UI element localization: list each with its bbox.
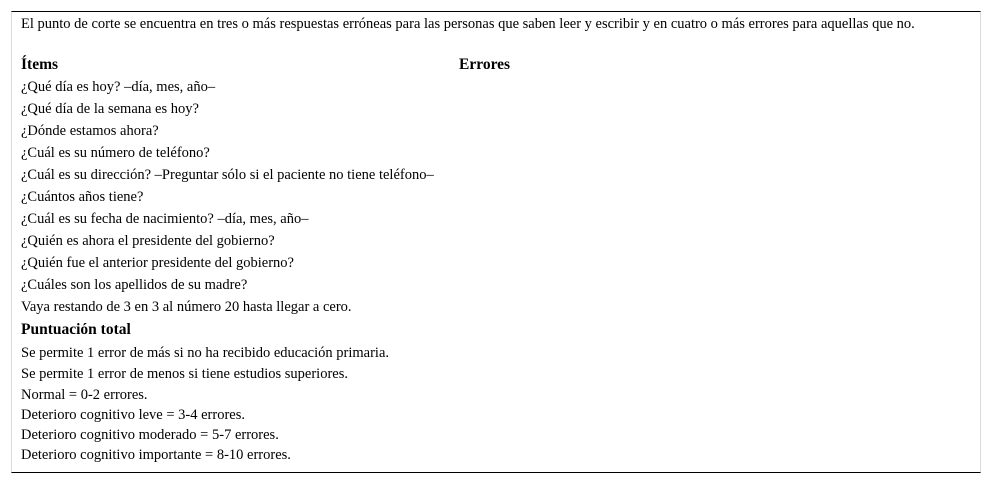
item-row: ¿Cuántos años tiene?: [21, 189, 144, 205]
note-row: Normal = 0-2 errores.: [21, 387, 148, 403]
item-row: ¿Cuáles son los apellidos de su madre?: [21, 277, 248, 293]
item-row: ¿Quién fue el anterior presidente del gobierno?: [21, 255, 294, 271]
items-column-header: Ítems: [21, 56, 59, 73]
table-header: [21, 56, 961, 78]
note-row: Deterioro cognitivo moderado = 5-7 errores.: [21, 427, 279, 443]
errors-column-header: Errores: [459, 56, 511, 73]
item-row: ¿Cuál es su dirección? –Preguntar sólo si el paciente no tiene teléfono–: [21, 167, 434, 183]
item-row: ¿Qué día es hoy? –día, mes, año–: [21, 79, 216, 95]
note-row: Se permite 1 error de más si no ha recibido educación primaria.: [21, 345, 390, 361]
total-score-label: Puntuación total: [21, 321, 131, 338]
note-row: Se permite 1 error de menos si tiene estudios superiores.: [21, 366, 348, 382]
item-row: ¿Cuál es su fecha de nacimiento? –día, mes, año–: [21, 211, 309, 227]
item-row: ¿Quién es ahora el presidente del gobierno?: [21, 233, 275, 249]
questionnaire-table: [11, 11, 981, 473]
intro-text: El punto de corte se encuentra en tres o más respuestas erróneas para las personas que saben leer y escribir y en cuatro o más errores para aquellas que no.: [21, 16, 915, 32]
item-row: ¿Dónde estamos ahora?: [21, 123, 159, 139]
item-row: Vaya restando de 3 en 3 al número 20 hasta llegar a cero.: [21, 299, 352, 315]
note-row: Deterioro cognitivo importante = 8-10 errores.: [21, 447, 291, 463]
item-row: ¿Qué día de la semana es hoy?: [21, 101, 199, 117]
item-row: ¿Cuál es su número de teléfono?: [21, 145, 210, 161]
note-row: Deterioro cognitivo leve = 3-4 errores.: [21, 407, 245, 423]
